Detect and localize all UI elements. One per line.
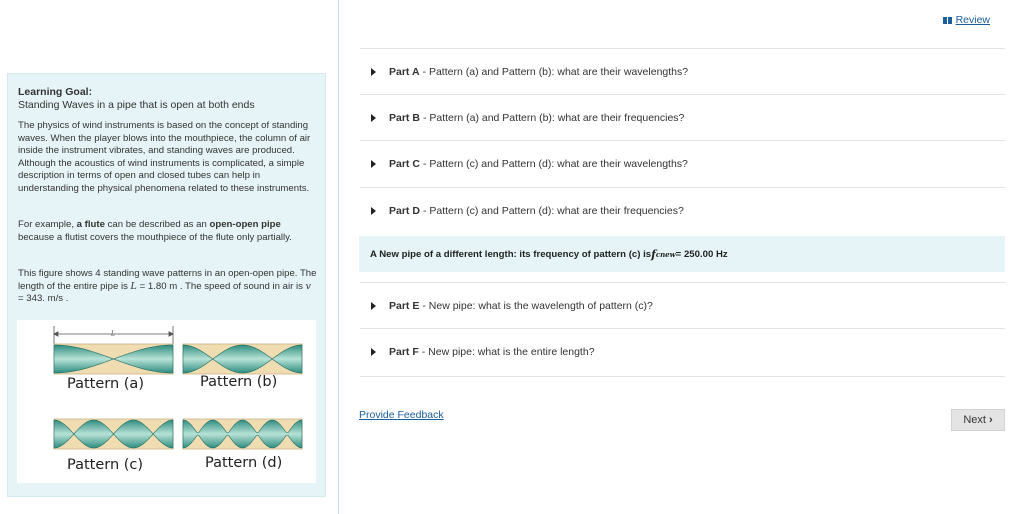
- pattern-d-label: Pattern (d): [205, 455, 283, 471]
- intro-paragraph: The physics of wind instruments is based on the concept of standing waves. When the player blows into the mouthpiece, the column of air inside the instrument vibrates, and standing waves are produced. Although the acoustics of wind instruments is complicated, a simple description in terms of open and closed tubes can help in understanding the physical phenomena related to these instruments.: [18, 120, 311, 194]
- expand-arrow-icon: [371, 68, 376, 76]
- pattern-c-label: Pattern (c): [67, 457, 144, 473]
- part-question: - Pattern (c) and Pattern (d): what are their frequencies?: [422, 204, 684, 217]
- length-label: L: [111, 330, 115, 338]
- next-label: Next: [963, 414, 986, 426]
- pipe-a: [54, 344, 173, 374]
- part-row-a[interactable]: [360, 48, 1005, 94]
- part-question: - New pipe: what is the entire length?: [421, 345, 595, 358]
- expand-arrow-icon: [371, 160, 376, 168]
- panel-divider: [338, 0, 339, 514]
- learning-goal-subtitle: Standing Waves in a pipe that is open at both ends: [18, 99, 255, 111]
- parts-bottom-rule: [360, 376, 1005, 377]
- provide-feedback-link[interactable]: Provide Feedback: [359, 409, 444, 421]
- learning-goal-panel: [7, 73, 326, 497]
- part-row-f[interactable]: [360, 328, 1005, 374]
- part-label: Part B: [389, 111, 420, 124]
- part-label: Part D: [389, 204, 420, 217]
- part-label: Part F: [389, 345, 419, 358]
- learning-goal-title: Learning Goal:: [18, 86, 93, 98]
- figure-description: This figure shows 4 standing wave patterns in an open-open pipe. The length of the entire pipe is L = 1.80 m . The speed of sound in air is v = 343. m/s .: [18, 268, 317, 305]
- flute-paragraph: For example, a flute can be described as an open-open pipe because a flutist covers the mouthpiece of the flute only partially.: [18, 219, 292, 243]
- part-question: - Pattern (c) and Pattern (d): what are their wavelengths?: [422, 157, 688, 170]
- part-row-d[interactable]: [360, 187, 1005, 233]
- part-row-c[interactable]: [360, 140, 1005, 186]
- part-question: - New pipe: what is the wavelength of pattern (c)?: [422, 299, 653, 312]
- pipe-b: [183, 344, 302, 374]
- next-button[interactable]: [951, 409, 1005, 431]
- expand-arrow-icon: [371, 207, 376, 215]
- review-link[interactable]: [943, 14, 990, 26]
- pipe-d: [183, 419, 302, 449]
- pipe-c: [54, 419, 173, 449]
- part-label: Part A: [389, 65, 420, 78]
- review-label: Review: [955, 14, 990, 26]
- new-pipe-banner: A New pipe of a different length: its frequency of pattern (c) is f cnew = 250.00 Hz: [359, 236, 1005, 272]
- part-row-e[interactable]: [360, 282, 1005, 328]
- expand-arrow-icon: [371, 114, 376, 122]
- pattern-a-label: Pattern (a): [67, 376, 144, 392]
- expand-arrow-icon: [371, 348, 376, 356]
- standing-wave-figure: [17, 320, 316, 483]
- expand-arrow-icon: [371, 302, 376, 310]
- part-question: - Pattern (a) and Pattern (b): what are their wavelengths?: [422, 65, 689, 78]
- part-row-b[interactable]: [360, 94, 1005, 140]
- chevron-right-icon: ›: [988, 414, 993, 426]
- part-question: - Pattern (a) and Pattern (b): what are their frequencies?: [422, 111, 685, 124]
- part-label: Part C: [389, 157, 420, 170]
- review-icon: [943, 17, 952, 24]
- part-label: Part E: [389, 299, 420, 312]
- pattern-b-label: Pattern (b): [200, 374, 278, 390]
